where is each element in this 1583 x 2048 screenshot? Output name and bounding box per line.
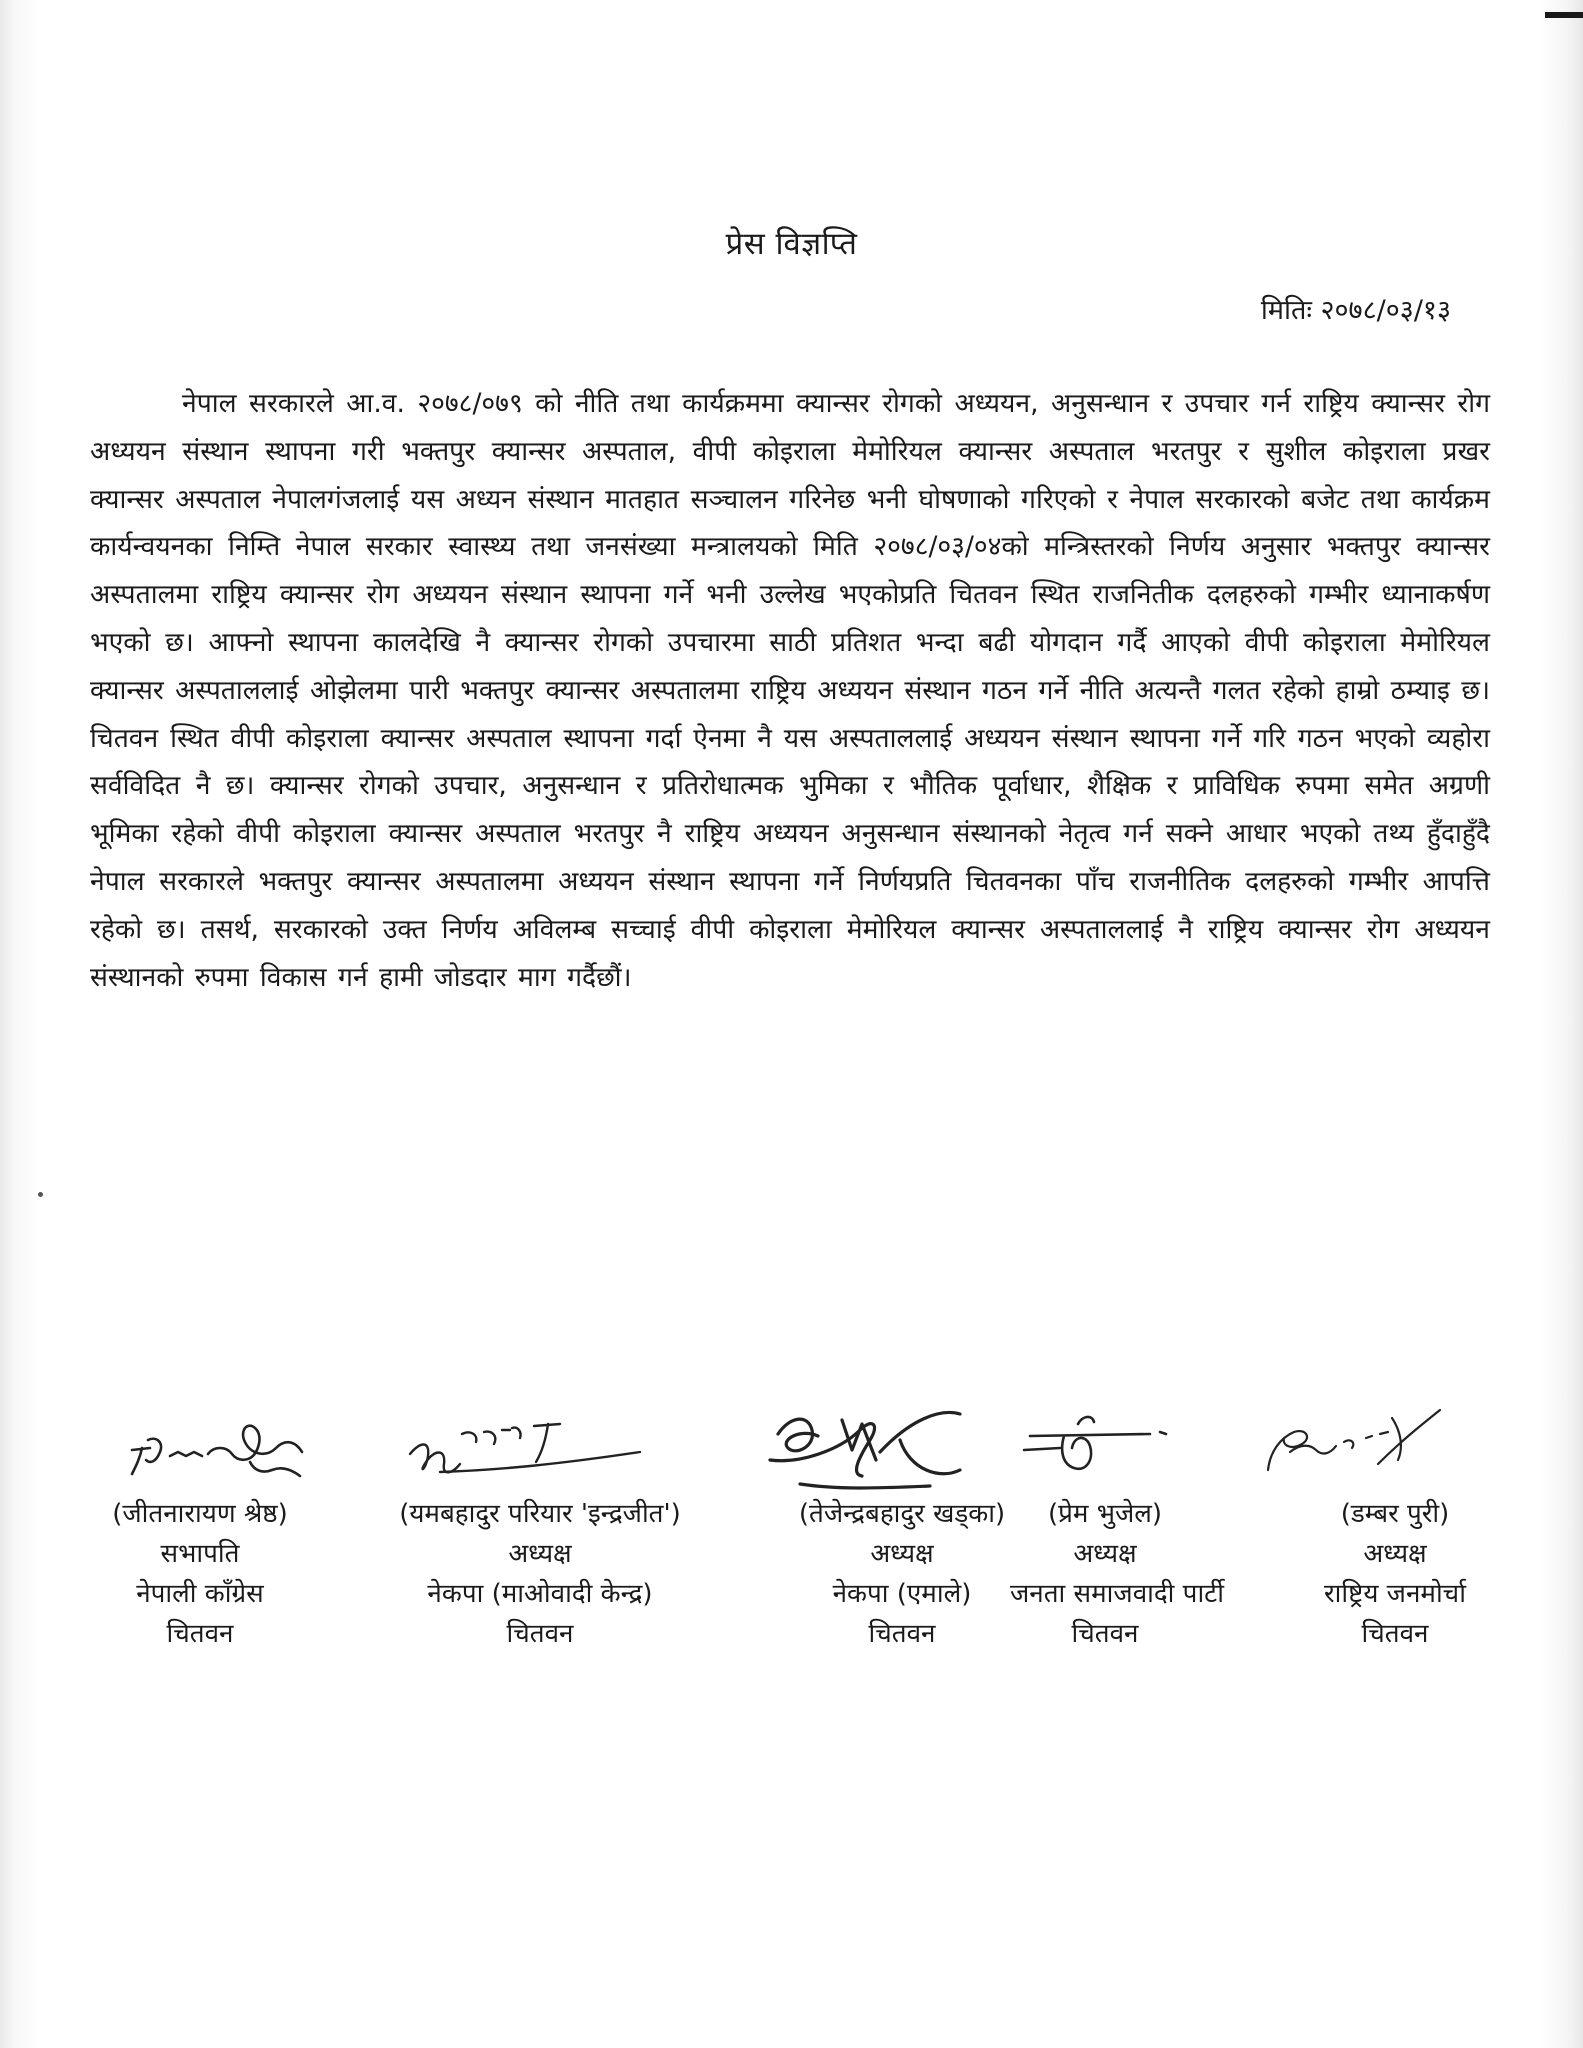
document-date: मितिः २०७८/०३/१३	[1260, 295, 1451, 326]
document-title: प्रेस विज्ञप्ति	[725, 226, 858, 262]
signatory-party: नेपाली काँग्रेस	[136, 1579, 264, 1609]
signatory-party: राष्ट्रिय जनमोर्चा	[1324, 1579, 1466, 1609]
signature-4	[1024, 1417, 1166, 1469]
signature-2	[410, 1424, 640, 1472]
signatory-1	[85, 1494, 315, 1654]
document-body: नेपाल सरकारले आ.व. २०७८/०७९ को नीति तथा कार्यक्रममा क्यान्सर रोगको अध्ययन, अनुसन्धान र उपचार गर्न राष्ट्रिय क्यान्सर रोग अध्ययन संस्थान स्थापना गरी भक्तपुर क्यान्सर अस्पताल, वीपी कोइराला मेमोरियल क्यान्सर अस्पताल भरतपुर र सुशील कोइराला प्रखर क्यान्सर अस्पताल नेपालगंजलाई यस अध्यन संस्थान मातहात सञ्चालन गरिनेछ भनी घोषणाको गरिएको र नेपाल सरकारको बजेट तथा कार्यक्रम कार्यन्वयनका निम्ति नेपाल सरकार स्वास्थ्य तथा जनसंख्या मन्त्रालयको मिति २०७८/०३/०४को मन्त्रिस्तरको निर्णय अनुसार भक्तपुर क्यान्सर अस्पतालमा राष्ट्रिय क्यान्सर रोग अध्ययन संस्थान स्थापना गर्ने भनी उल्लेख भएकोप्रति चितवन स्थित राजनितीक दलहरुको गम्भीर ध्यानाकर्षण भएको छ। आफ्नो स्थापना कालदेखि नै क्यान्सर रोगको उपचारमा साठी प्रतिशत भन्दा बढी योगदान गर्दै आएको वीपी कोइराला मेमोरियल क्यान्सर अस्पताललाई ओझेलमा पारी भक्तपुर क्यान्सर अस्पतालमा राष्ट्रिय अध्ययन संस्थान गठन गर्ने नीति अत्यन्तै गलत रहेको हाम्रो ठम्याइ छ। चितवन स्थित वीपी कोइराला क्यान्सर अस्पताल स्थापना गर्दा ऐनमा नै यस अस्पताललाई अध्ययन संस्थान स्थापना गर्ने गरि गठन भएको व्यहोरा सर्वविदित नै छ। क्यान्सर रोगको उपचार, अनुसन्धान र प्रतिरोधात्मक भुमिका र भौतिक पूर्वाधार, शैक्षिक र प्राविधिक रुपमा समेत अग्रणी भूमिका रहेको वीपी कोइराला क्यान्सर अस्पताल भरतपुर नै राष्ट्रिय अध्ययन अनुसन्धान संस्थानको नेतृत्व गर्न सक्ने आधार भएको तथ्य हुँदाहुँदै नेपाल सरकारले भक्तपुर क्यान्सर अस्पतालमा अध्ययन संस्थान स्थापना गर्ने निर्णयप्रति चितवनका पाँच राजनीतिक दलहरुको गम्भीर आपत्ति रहेको छ। तसर्थ, सरकारको उक्त निर्णय अविलम्ब सच्चाई वीपी कोइराला मेमोरियल क्यान्सर अस्पताललाई नै राष्ट्रिय क्यान्सर रोग अध्ययन संस्थानको रुपमा विकास गर्न हामी जोडदार माग गर्दैछौं।	[90, 388, 1490, 993]
signatory-5	[1265, 1494, 1525, 1654]
signatory-party: जनता समाजवादी पार्टी	[1010, 1579, 1225, 1609]
scan-edge-mark	[1545, 12, 1583, 18]
signatory-name: (जीतनारायण श्रेष्ठ)	[112, 1499, 288, 1529]
signatures	[0, 1390, 1583, 1510]
signatory-2	[355, 1494, 725, 1654]
signature-5	[1268, 1410, 1440, 1470]
signatory-name: (प्रेम भुजेल)	[1047, 1499, 1163, 1529]
signatory-role: अध्यक्ष	[1073, 1539, 1137, 1569]
signatory-4	[1010, 1494, 1225, 1654]
signatory-city: चितवन	[868, 1619, 936, 1649]
signatory-role: अध्यक्ष	[1363, 1539, 1427, 1569]
signatory-city: चितवन	[166, 1619, 234, 1649]
signature-1	[132, 1426, 302, 1476]
signatory-city: चितवन	[506, 1619, 574, 1649]
signatory-name: (यमबहादुर परियार 'इन्द्रजीत')	[399, 1499, 681, 1529]
signatory-name: (डम्बर पुरी)	[1340, 1499, 1450, 1529]
signatory-name: (तेजेन्द्रबहादुर खड्का)	[798, 1499, 1006, 1529]
signatory-role: अध्यक्ष	[508, 1539, 572, 1569]
signatory-role: सभापति	[160, 1539, 240, 1569]
signature-3	[770, 1413, 960, 1488]
scan-speck	[38, 1192, 43, 1197]
signatory-party: नेकपा (माओवादी केन्द्र)	[427, 1579, 653, 1609]
signatory-party: नेकपा (एमाले)	[832, 1579, 972, 1609]
signatory-city: चितवन	[1071, 1619, 1139, 1649]
signatory-city: चितवन	[1361, 1619, 1429, 1649]
signatory-role: अध्यक्ष	[870, 1539, 934, 1569]
